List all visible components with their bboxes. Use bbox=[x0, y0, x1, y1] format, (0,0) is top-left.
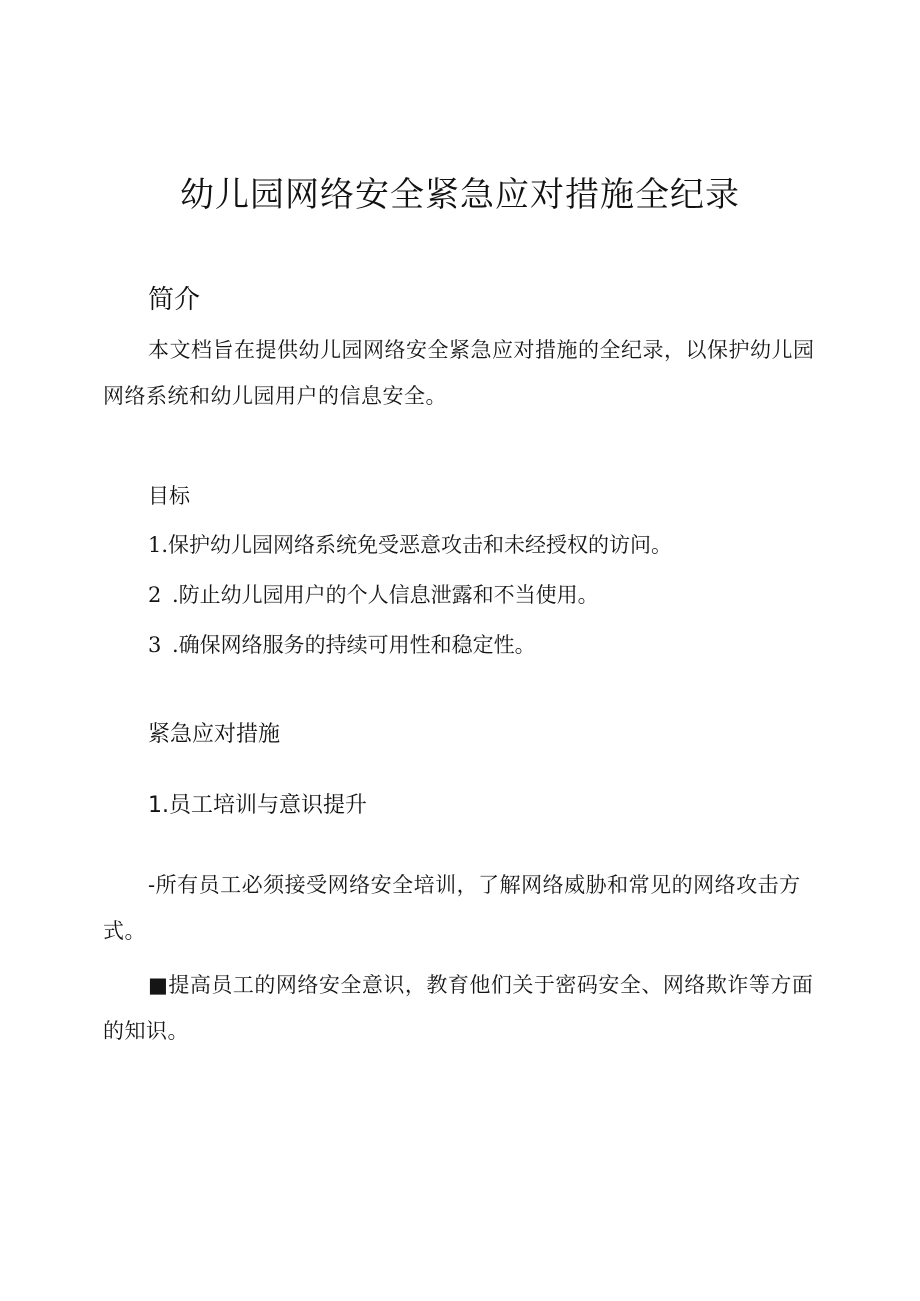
goal-item bbox=[148, 522, 672, 572]
goal-number: 1. bbox=[148, 533, 169, 557]
goal-text: .防止幼儿园用户的个人信息泄露和不当使用。 bbox=[172, 583, 599, 607]
intro-heading: 简介 bbox=[148, 285, 201, 315]
emergency-heading: 紧急应对措施 bbox=[148, 722, 281, 747]
awareness-bullet: ■提高员工的网络安全意识，教育他们关于密码安全、网络欺诈等方面的知识。 bbox=[103, 973, 814, 1043]
goal-number: 2 bbox=[148, 583, 162, 607]
goals-list bbox=[148, 522, 672, 672]
goal-text: 保护幼儿园网络系统免受恶意攻击和未经授权的访问。 bbox=[168, 533, 673, 557]
goal-item bbox=[148, 572, 672, 622]
document-title: 幼儿园网络安全紧急应对措施全纪录 bbox=[180, 175, 740, 215]
goal-number: 3 bbox=[148, 633, 162, 657]
goal-item bbox=[148, 622, 672, 672]
training-subheading: 1.员工培训与意识提升 bbox=[148, 793, 367, 818]
goal-text: .确保网络服务的持续可用性和稳定性。 bbox=[172, 633, 536, 657]
training-bullet: -所有员工必须接受网络安全培训，了解网络威胁和常见的网络攻击方式。 bbox=[103, 873, 801, 943]
intro-paragraph: 本文档旨在提供幼儿园网络安全紧急应对措施的全纪录，以保护幼儿园网络系统和幼儿园用户的信息安全。 bbox=[103, 338, 815, 408]
goals-label: 目标 bbox=[148, 484, 190, 508]
